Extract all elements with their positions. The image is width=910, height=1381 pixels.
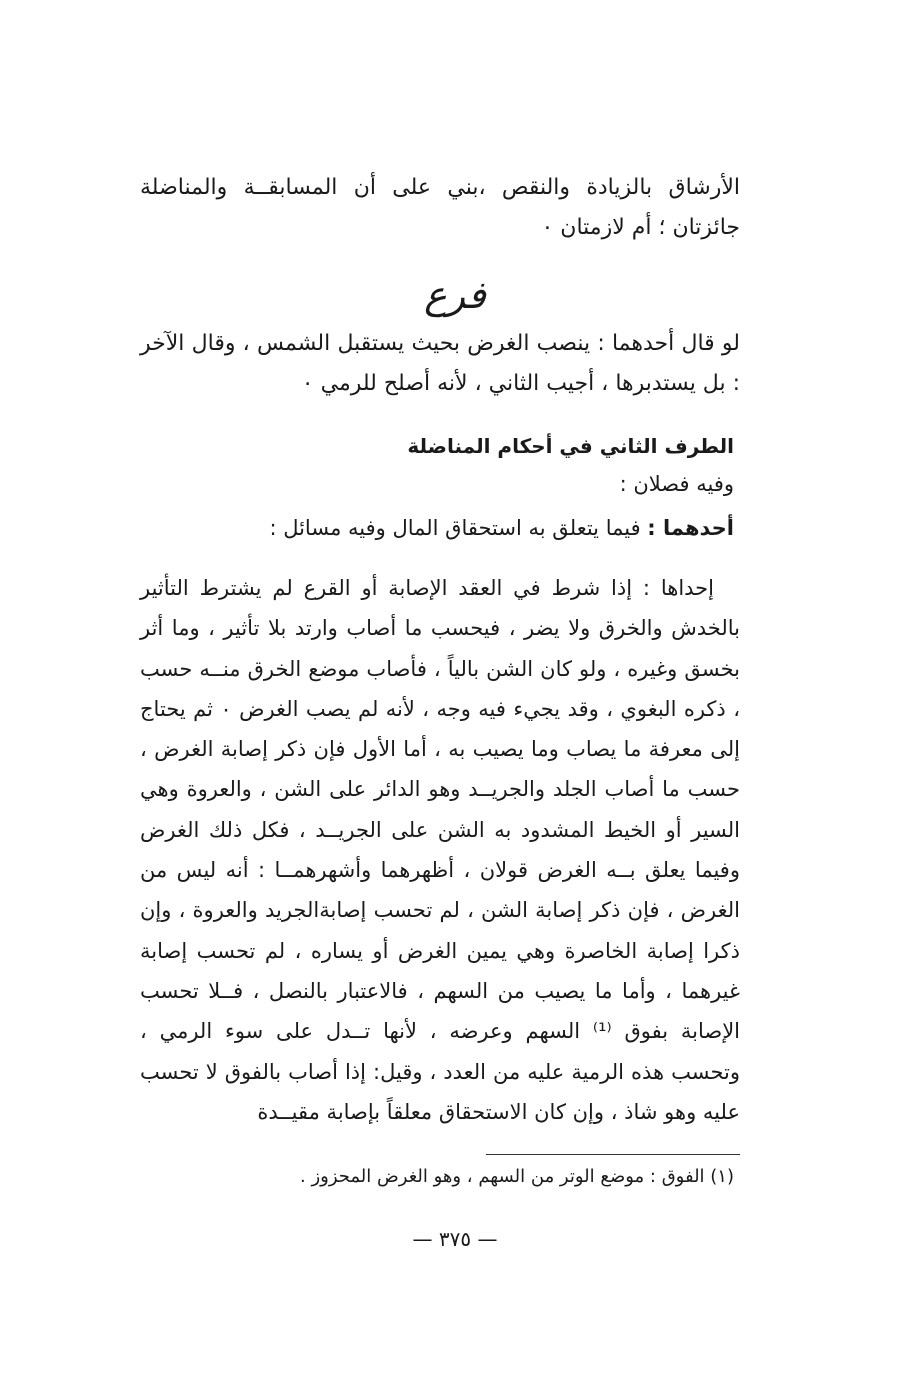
body-text: إحداها : إذا شرط في العقد الإصابة أو القرع لم يشترط التأثير بالخدش والخرق ولا يضر ، فيحسب ما أصاب وارتد بلا تأثير ، وما أثر بخسق وغيره ، ولو كان الشن بالياً ، فأصاب موضع الخرق منــه حسب ، ذكره البغوي ، وقد يجيء فيه وجه ، لأنه لم يصب الغرض ٠ ثم يحتاج إلى معرفة ما يصاب وما يصيب به ، أما الأول فإن ذكر إصابة الغرض ، حسب ما أصاب الجلد والجريــد وهو الدائر على الشن ، والعروة وهي السير أو الخيط المشدود به الشن على الجريــد ، فكل ذلك الغرض وفيما يعلق بــه الغرض قولان ، أظهرهما وأشهرهمــا : أنه ليس من الغرض ، فإن ذكر إصابة الشن ، لم تحسب إصابةالجريد والعروة ، وإن ذكرا إصابة الخاصرة وهي يمين الغرض أو يساره ، لم تحسب إصابة غيرهما ، وأما ما يصيب من السهم ، فالاعتبار بالنصل ، فــلا تحسب الإصابة بفوق ⁽¹⁾ السهم وعرضه ، لأنها تــدل على سوء الرمي ، وتحسب هذه الرمية عليه من العدد ، وقيل: إذا أصاب بالفوق لا تحسب عليه وهو شاذ ، وإن كان الاستحقاق معلقاً بإصابة مقيــدة [140,576,741,1124]
section-title: الطرف الثاني في أحكام المناضلة [407,434,734,458]
footnote: (١) الفوق : موضع الوتر من السهم ، وهو الغرض المحزوز . [300,1166,734,1187]
intro-paragraph: الأرشاق بالزيادة والنقص ،بني على أن المسابقــة والمناضلة جائزتان ؛ أم لازمتان ٠ [140,175,740,240]
footnote-divider [486,1154,740,1155]
page-number: — ٣٧٥ — [412,1227,498,1251]
main-body-paragraph [140,568,740,1132]
body-indent [714,576,740,600]
far-paragraph: لو قال أحدهما : ينصب الغرض بحيث يستقبل الشمس ، وقال الآخر : بل يستدبرها ، أجيب الثاني ، لأنه أصلح للرمي ٠ [140,331,740,396]
first-fasl-lead: أحدهما : [647,516,734,540]
first-fasl-rest: فيما يتعلق به استحقاق المال وفيه مسائل : [269,516,641,540]
fasl-count-line: وفيه فصلان : [619,472,734,496]
first-fasl-line [140,510,734,546]
far-heading: فرع [424,273,486,317]
